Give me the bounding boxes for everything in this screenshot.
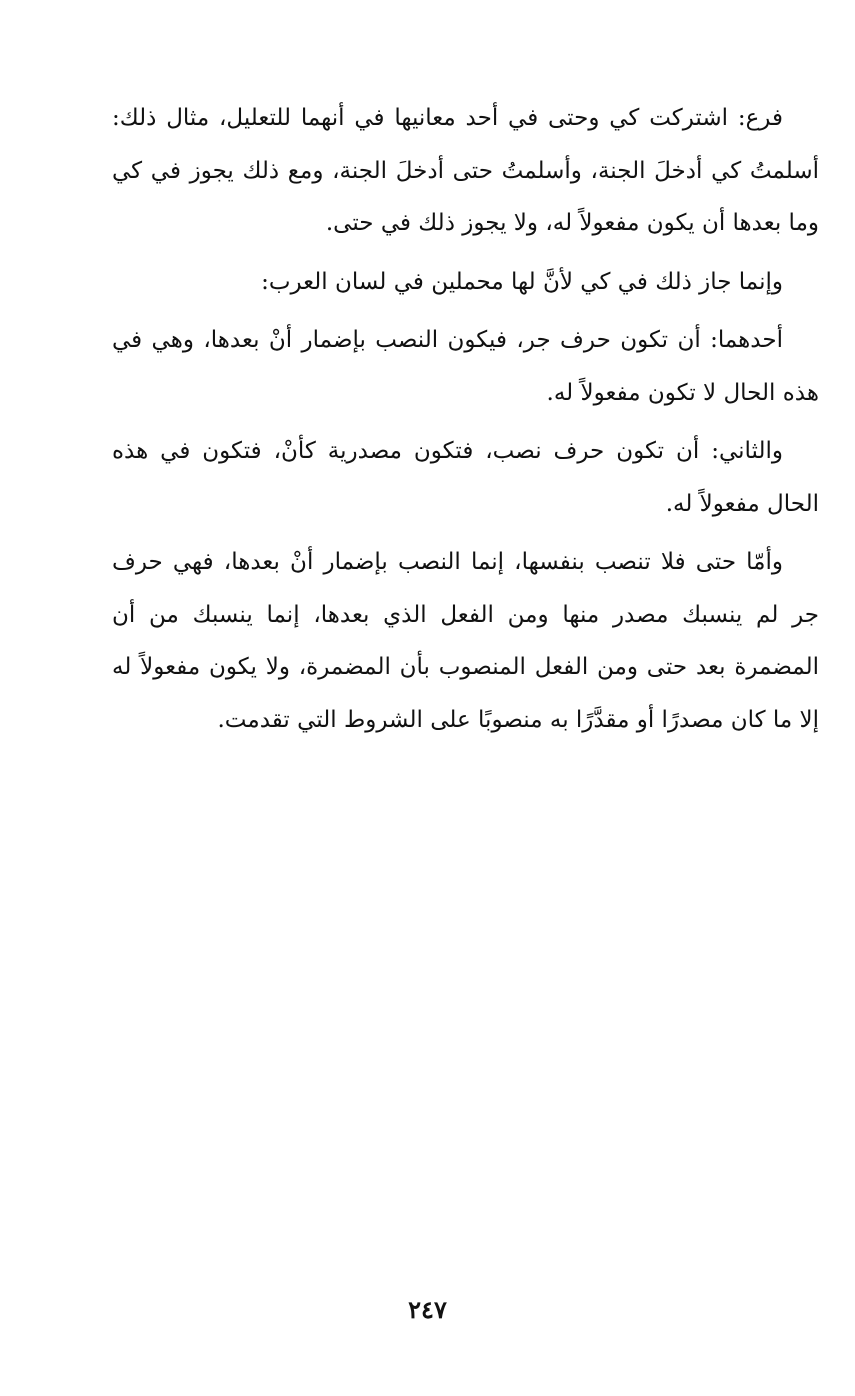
paragraph-first-meaning: أحدهما: أن تكون حرف جر، فيكون النصب بإضمار أنْ بعدها، وهي في هذه الحال لا تكون مفعولاً له.: [112, 327, 819, 406]
paragraph-far: فرع: اشتركت كي وحتى في أحد معانيها في أنهما للتعليل، مثال ذلك: أسلمتُ كي أدخلَ الجنة، وأسلمتُ حتى أدخلَ الجنة، ومع ذلك يجوز في كي وما بعدها أن يكون مفعولاً له، ولا يجوز ذلك في حتى.: [112, 105, 819, 236]
page-number: ٢٤٧: [408, 1295, 447, 1324]
paragraph-hatta: وأمّا حتى فلا تنصب بنفسها، إنما النصب بإضمار أنْ بعدها، فهي حرف جر لم ينسبك مصدر منها ومن الفعل الذي بعدها، إنما ينسبك من أن المضمرة بعد حتى ومن الفعل المنصوب بأن المضمرة، ولا يكون مفعولاً له إلا ما كان مصدرًا أو مقدَّرًا به منصوبًا على الشروط التي تقدمت.: [112, 549, 819, 733]
body-text: [112, 92, 819, 752]
paragraph-reason: وإنما جاز ذلك في كي لأنَّ لها محملين في لسان العرب:: [261, 268, 783, 295]
paragraph-second-meaning: والثاني: أن تكون حرف نصب، فتكون مصدرية كأنْ، فتكون في هذه الحال مفعولاً له.: [112, 438, 819, 517]
